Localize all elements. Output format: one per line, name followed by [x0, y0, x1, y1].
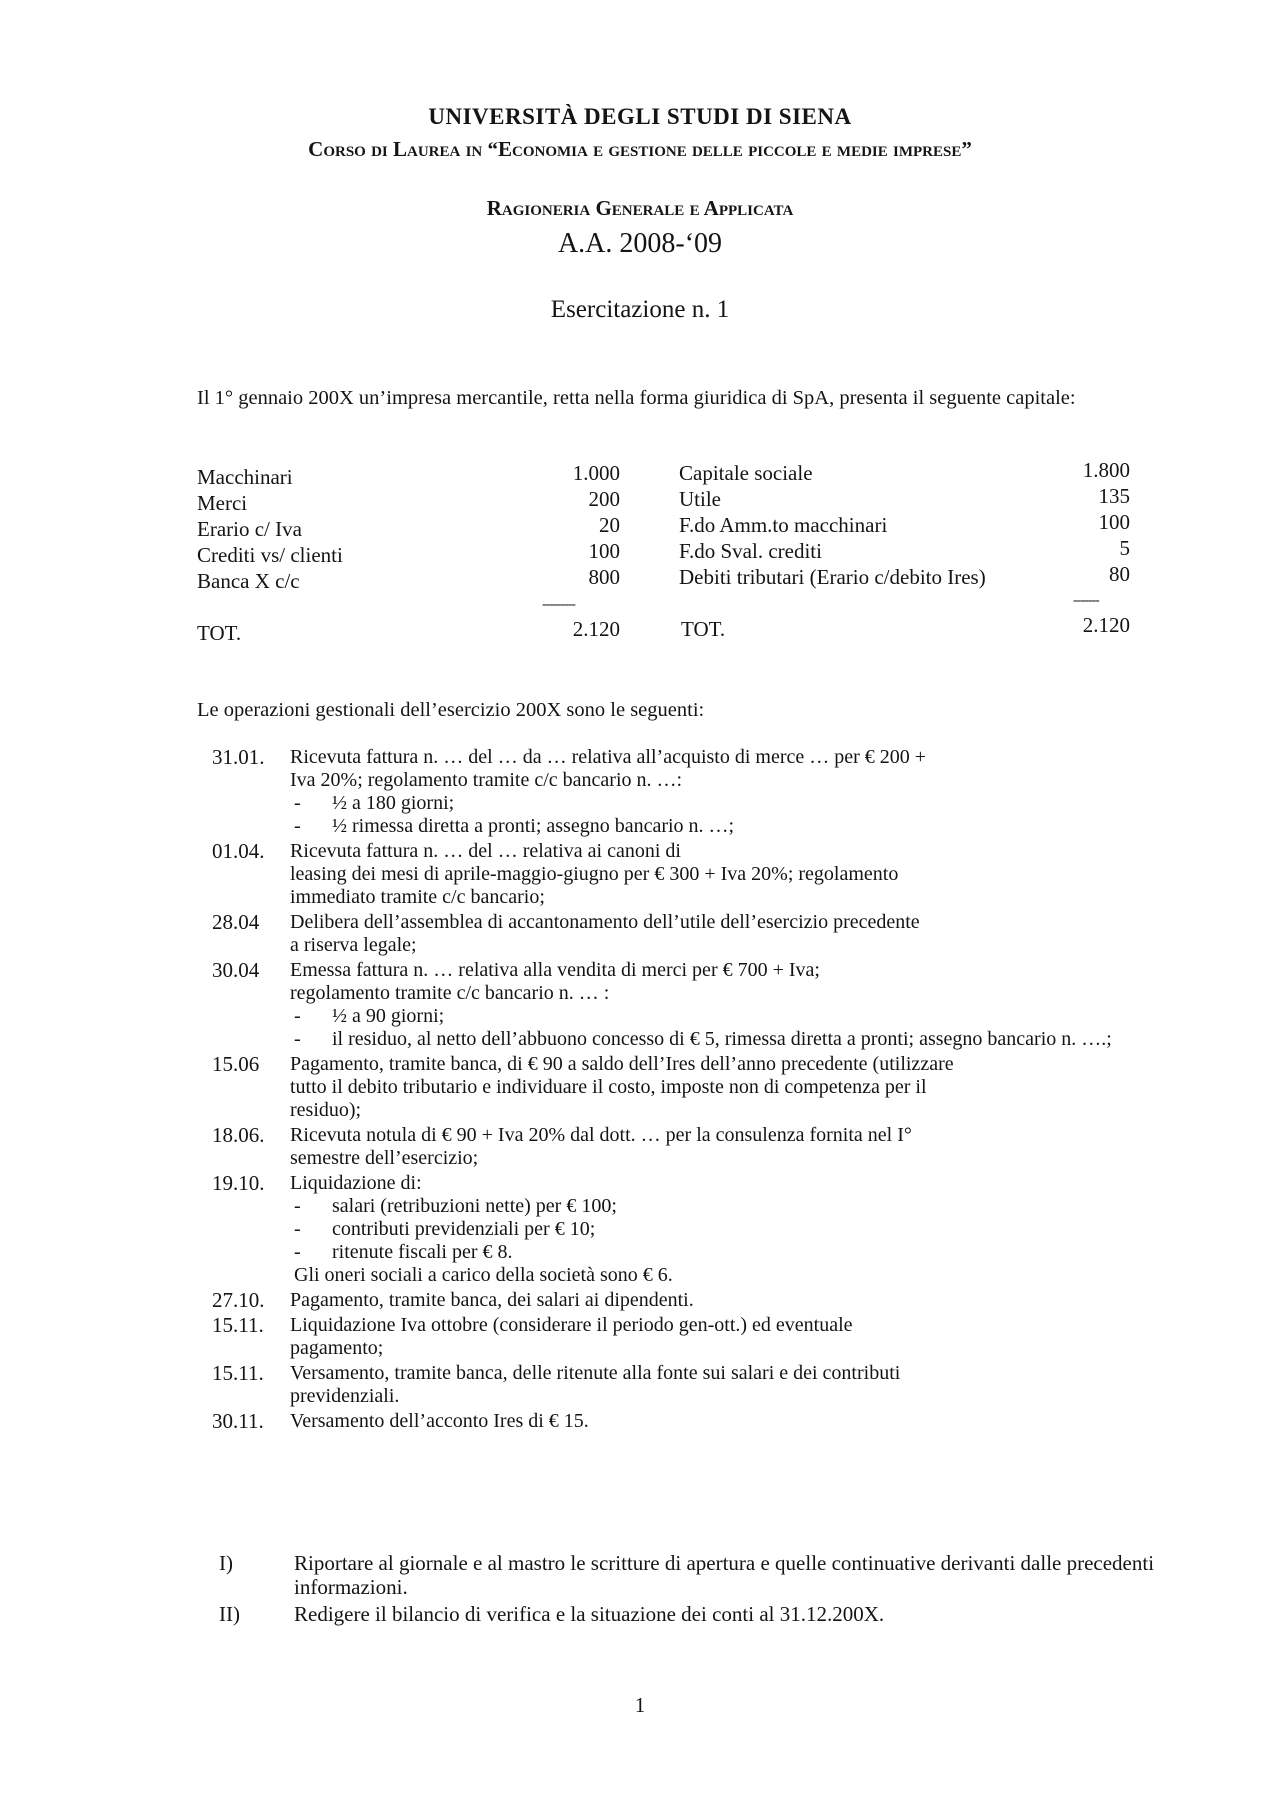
- asset-value: 100: [588, 539, 620, 563]
- bullet-text: ½ rimessa diretta a pronti; assegno bancario n. …;: [332, 815, 735, 837]
- operation-line: Pagamento, tramite banca, dei salari ai dipendenti.: [290, 1289, 694, 1311]
- operations-intro: Le operazioni gestionali dell’esercizio 200X sono le seguenti:: [197, 699, 705, 721]
- operation-line: Delibera dell’assemblea di accantonamento dell’utile dell’esercizio precedente: [290, 911, 920, 933]
- operation-body: [290, 959, 1172, 1051]
- assets-names: [197, 464, 417, 594]
- task-text: Riportare al giornale e al mastro le scritture di apertura e quelle continuative derivanti dalle precedenti informazioni.: [294, 1551, 1155, 1599]
- task-item: [219, 1551, 1179, 1599]
- operation-line: Ricevuta notula di € 90 + Iva 20% dal dott. … per la consulenza fornita nel I°: [290, 1124, 912, 1146]
- task-number: I): [219, 1551, 233, 1575]
- operation-line: immediato tramite c/c bancario;: [290, 886, 545, 908]
- operation-body: [290, 1314, 1172, 1360]
- asset-name: Merci: [197, 491, 248, 515]
- operation-line: a riserva legale;: [290, 934, 417, 956]
- operation-body: [290, 1053, 1172, 1122]
- operation-line: leasing dei mesi di aprile-maggio-giugno per € 300 + Iva 20%; regolamento: [290, 863, 899, 885]
- course-title: Corso di Laurea in “Economia e gestione delle piccole e medie imprese”: [308, 137, 972, 161]
- operation-bullet: [290, 1028, 1172, 1051]
- operation-date: 18.06.: [212, 1123, 265, 1147]
- operation-line: Emessa fattura n. … relativa alla vendita di merci per € 700 + Iva;: [290, 959, 820, 981]
- operation-body: [290, 1124, 1172, 1170]
- intro-paragraph: Il 1° gennaio 200X un’impresa mercantile, retta nella forma giuridica di SpA, presenta il seguente capitale:: [197, 387, 1076, 409]
- operation-date: 15.11.: [212, 1361, 264, 1385]
- tasks-list: [219, 1551, 1179, 1629]
- asset-value: 200: [588, 487, 620, 511]
- operation-line: Versamento, tramite banca, delle ritenute alla fonte sui salari e dei contributi: [290, 1362, 901, 1384]
- liability-value: 5: [1119, 536, 1130, 560]
- bullet-dash: -: [294, 1005, 301, 1027]
- operation-line: Pagamento, tramite banca, di € 90 a saldo dell’Ires dell’anno precedente (utilizzare: [290, 1053, 954, 1075]
- operation-date: 27.10.: [212, 1288, 265, 1312]
- bullet-dash: -: [294, 792, 301, 814]
- operation-item: [212, 1053, 1172, 1122]
- operation-body: [290, 1289, 1172, 1312]
- operation-date: 30.04: [212, 958, 260, 982]
- exercise-title: Esercitazione n. 1: [550, 296, 730, 323]
- liability-name: Utile: [679, 487, 721, 511]
- bullet-dash: -: [294, 1241, 301, 1263]
- operation-date: 15.06: [212, 1052, 260, 1076]
- bullet-dash: -: [294, 815, 301, 837]
- operation-date: 01.04.: [212, 839, 265, 863]
- asset-value: 800: [588, 565, 620, 589]
- operation-line: Iva 20%; regolamento tramite c/c bancario n. …:: [290, 769, 683, 791]
- operation-date: 19.10.: [212, 1171, 265, 1195]
- operation-item: [212, 911, 1172, 957]
- liability-value: 100: [1098, 510, 1130, 534]
- operation-item: [212, 1410, 1172, 1433]
- subject-title: Ragioneria Generale e Applicata: [486, 196, 794, 220]
- operation-note: Gli oneri sociali a carico della società sono € 6.: [294, 1264, 673, 1286]
- liabilities-values: [1030, 457, 1130, 587]
- operation-bullet: [290, 1241, 1172, 1264]
- academic-year: A.A. 2008-‘09: [557, 228, 723, 259]
- assets-values: [520, 460, 620, 590]
- liabilities-names: [679, 460, 1079, 590]
- operation-bullet: [290, 1005, 1172, 1028]
- operation-body: [290, 746, 1172, 838]
- operation-line: pagamento;: [290, 1337, 384, 1359]
- bullet-text: salari (retribuzioni nette) per € 100;: [332, 1195, 617, 1217]
- operation-item: [212, 1362, 1172, 1408]
- operation-item: [212, 840, 1172, 909]
- operation-bullet: [290, 815, 1172, 838]
- operation-item: [212, 959, 1172, 1051]
- total-label-left: TOT.: [197, 621, 242, 645]
- total-value-left: 2.120: [572, 617, 620, 641]
- liability-name: F.do Sval. crediti: [679, 539, 822, 563]
- operations-list: [212, 746, 1172, 1435]
- asset-value: 1.000: [572, 461, 620, 485]
- operation-bullet: [290, 792, 1172, 815]
- bullet-text: ½ a 90 giorni;: [332, 1005, 445, 1027]
- task-text: Redigere il bilancio di verifica e la situazione dei conti al 31.12.200X.: [294, 1602, 885, 1626]
- bullet-text: ½ a 180 giorni;: [332, 792, 455, 814]
- bullet-text: contributi previdenziali per € 10;: [332, 1218, 596, 1240]
- operation-bullet: [290, 1195, 1172, 1218]
- liability-value: 1.800: [1082, 458, 1130, 482]
- page-number: 1: [634, 1693, 646, 1717]
- liability-name: F.do Amm.to macchinari: [679, 513, 888, 537]
- operation-line: Ricevuta fattura n. … del … relativa ai canoni di: [290, 840, 681, 862]
- total-divider-left: ---------: [542, 597, 575, 612]
- operation-item: [212, 1314, 1172, 1360]
- task-number: II): [219, 1602, 240, 1626]
- operation-body: [290, 1172, 1172, 1287]
- operation-line: Liquidazione di:: [290, 1172, 422, 1194]
- operation-body: [290, 840, 1172, 909]
- operation-line: semestre dell’esercizio;: [290, 1147, 479, 1169]
- total-value-right: 2.120: [1082, 613, 1130, 637]
- total-label-right: TOT.: [681, 617, 726, 641]
- asset-name: Crediti vs/ clienti: [197, 543, 343, 567]
- operation-date: 28.04: [212, 910, 260, 934]
- liability-name: Debiti tributari (Erario c/debito Ires): [679, 565, 986, 589]
- bullet-dash: -: [294, 1028, 301, 1050]
- university-title: UNIVERSITÀ DEGLI STUDI DI SIENA: [428, 104, 852, 129]
- asset-name: Banca X c/c: [197, 569, 300, 593]
- liability-value: 80: [1109, 562, 1130, 586]
- operation-body: [290, 1362, 1172, 1408]
- bullet-dash: -: [294, 1195, 301, 1217]
- operation-line: Versamento dell’acconto Ires di € 15.: [290, 1410, 589, 1432]
- operation-bullet: [290, 1218, 1172, 1241]
- liability-value: 135: [1098, 484, 1130, 508]
- asset-name: Erario c/ Iva: [197, 517, 302, 541]
- operation-line: residuo);: [290, 1099, 362, 1121]
- operation-line: previdenziali.: [290, 1385, 400, 1407]
- operation-item: [212, 746, 1172, 838]
- operation-item: [212, 1172, 1172, 1287]
- asset-value: 20: [599, 513, 620, 537]
- bullet-text: ritenute fiscali per € 8.: [332, 1241, 513, 1263]
- task-item: [219, 1602, 1179, 1626]
- operation-item: [212, 1289, 1172, 1312]
- asset-name: Macchinari: [197, 465, 293, 489]
- bullet-dash: -: [294, 1218, 301, 1240]
- operation-line: regolamento tramite c/c bancario n. … :: [290, 982, 610, 1004]
- operation-date: 30.11.: [212, 1409, 264, 1433]
- operation-date: 31.01.: [212, 745, 265, 769]
- total-divider-right: -------: [1073, 593, 1099, 608]
- operation-body: [290, 1410, 1172, 1433]
- operation-line: Liquidazione Iva ottobre (considerare il periodo gen-ott.) ed eventuale: [290, 1314, 853, 1336]
- operation-line: Ricevuta fattura n. … del … da … relativa all’acquisto di merce … per € 200 +: [290, 746, 927, 768]
- operation-body: [290, 911, 1172, 957]
- operation-line: tutto il debito tributario e individuare il costo, imposte non di competenza per il: [290, 1076, 927, 1098]
- bullet-text: il residuo, al netto dell’abbuono concesso di € 5, rimessa diretta a pronti; assegno bancario n. ….;: [332, 1028, 1112, 1050]
- operation-date: 15.11.: [212, 1313, 264, 1337]
- liability-name: Capitale sociale: [679, 461, 813, 485]
- operation-item: [212, 1124, 1172, 1170]
